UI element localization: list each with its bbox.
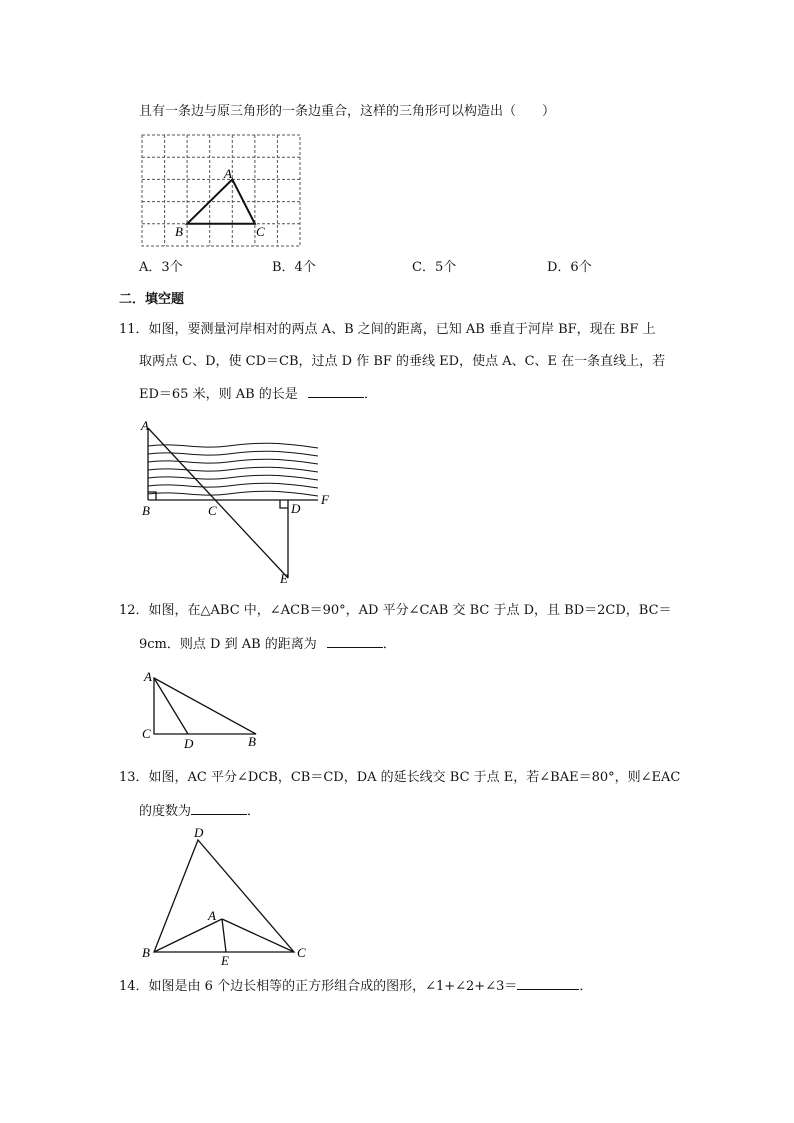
q14-end: ． [579,979,593,994]
q14-line-1: 14．如图是由 6 个边长相等的正方形组合成的图形，∠1+∠2+∠3＝ [119,979,518,994]
q13-answer-blank[interactable] [191,801,247,815]
q11-line-3: ED＝65 米，则 AB 的长是 [139,387,298,402]
q11-end: ． [363,387,377,402]
q11-line-2: 取两点 C、D，使 CD＝CB，过点 D 作 BF 的垂线 ED，使点 A、C、E 在一条直线上，若 [139,354,666,369]
q10-option-d: D．6个 [547,260,592,275]
q10-option-c: C．5个 [412,260,457,275]
q11-answer-blank[interactable] [308,384,364,398]
q11-label-f: F [321,492,329,507]
q13-label-b: B [142,945,150,960]
q12-line-1: 12．如图，在△ABC 中，∠ACB＝90°，AD 平分∠CAB 交 BC 于点 D，且 BD＝2CD，BC＝ [119,603,672,618]
q10-label-a: A [224,166,232,181]
q13-label-e: E [221,953,229,968]
q11-line-1: 11．如图，要测量河岸相对的两点 A、B 之间的距离，已知 AB 垂直于河岸 BF，现在 BF 上 [119,322,656,337]
q12-line-2: 9cm．则点 D 到 AB 的距离为 [139,637,317,652]
q14-answer-blank[interactable] [517,976,579,990]
q11-river-figure [138,420,338,590]
q12-end: ． [382,637,396,652]
q13-label-d: D [194,825,204,840]
q12-label-b: B [248,734,256,749]
section-fill-in-title: 二．填空题 [119,292,185,307]
q13-label-a: A [208,908,216,923]
q10-stem-tail: 且有一条边与原三角形的一条边重合，这样的三角形可以构造出（ ） [139,104,556,119]
q13-end: ． [247,804,261,819]
q10-option-b: B．4个 [272,260,316,275]
q11-label-b: B [142,503,150,518]
q12-label-a: A [144,669,152,684]
q12-triangle-figure [140,668,270,752]
q11-label-d: D [291,501,301,516]
q11-label-e: E [280,571,288,586]
q13-figure [138,824,318,969]
q10-grid-figure [140,133,304,249]
q13-label-c: C [297,945,306,960]
q10-label-c: C [256,224,265,239]
q13-line-2: 的度数为 [139,804,192,819]
q11-label-c: C [208,503,217,518]
q10-option-a: A．3个 [139,260,183,275]
q13-line-1: 13．如图，AC 平分∠DCB，CB＝CD，DA 的延长线交 BC 于点 E，若∠BAE＝80°，则∠EAC [119,770,681,785]
q10-label-b: B [175,224,183,239]
q12-label-d: D [184,736,194,751]
q12-label-c: C [142,726,151,741]
q11-label-a: A [141,418,149,433]
q12-answer-blank[interactable] [327,634,383,648]
